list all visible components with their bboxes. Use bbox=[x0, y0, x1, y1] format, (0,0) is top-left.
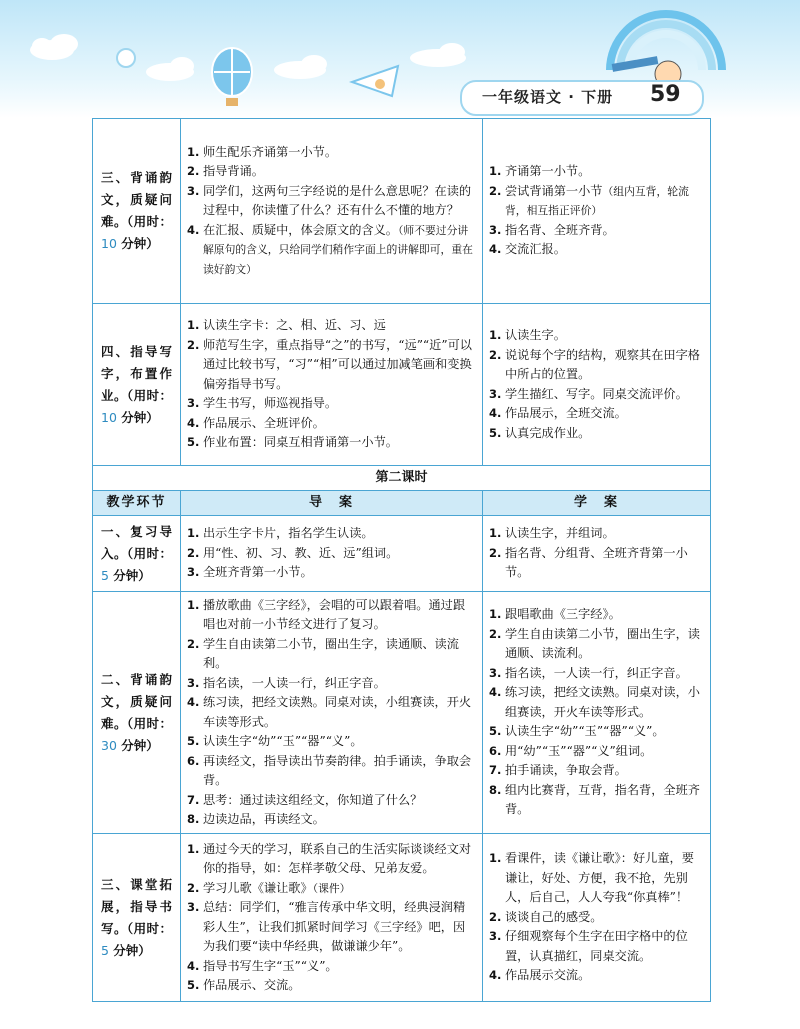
student-note: （组内互背，轮流背，相互指正评价） bbox=[505, 184, 689, 218]
list-item: 4. 练习读，把经文读熟。同桌对读，小组赛读，开火车读等形式。 bbox=[187, 695, 472, 729]
teacher-plan-cell bbox=[181, 119, 483, 304]
column-header: 教学环节 bbox=[93, 491, 181, 516]
list-item: 1. 认读生字卡：之、相、近、习、远 bbox=[187, 318, 386, 333]
list-item: 4. 作品展示、全班评价。 bbox=[187, 415, 325, 430]
list-item: 2. 用“性、初、习、教、近、远”组词。 bbox=[187, 545, 399, 560]
list-item: 3. 同学们，这两句三字经说的是什么意思呢？在读的过程中，你读懂了什么？还有什么不懂的地方？ bbox=[187, 183, 472, 218]
teacher-plan-cell bbox=[181, 304, 483, 466]
list-item: 5. 作业布置：同桌互相背诵第一小节。 bbox=[187, 435, 398, 450]
list-item: 3. 指名背、全班齐背。 bbox=[489, 222, 615, 237]
student-plan-cell bbox=[483, 592, 711, 834]
list-item: 1. 看课件，读《谦让歌》：好儿童，要谦让，好处、方便，我不抢，先别人，后自己，人人夸我“你真棒”！ bbox=[489, 851, 694, 905]
list-item: 1. 认读生字，并组词。 bbox=[489, 526, 615, 541]
table-row bbox=[93, 119, 711, 304]
list-item: 4. 练习读，把经文读熟。同桌对读，小组赛读，开火车读等形式。 bbox=[489, 685, 700, 719]
section-title: 第二课时 bbox=[93, 466, 711, 491]
list-item: 8. 边读边品，再读经文。 bbox=[187, 812, 325, 826]
student-plan-cell bbox=[483, 516, 711, 592]
list-item: 2. 说说每个字的结构，观察其在田字格中所占的位置。 bbox=[489, 347, 700, 381]
teacher-plan-cell bbox=[181, 516, 483, 592]
table-row bbox=[93, 516, 711, 592]
teacher-plan-cell bbox=[181, 834, 483, 1002]
sun-icon bbox=[117, 49, 135, 67]
list-item: 3. 指名读，一人读一行，纠正字音。 bbox=[187, 675, 386, 690]
list-item: 1. 出示生字卡片，指名学生认读。 bbox=[187, 526, 374, 541]
list-item: 5. 认读生字“幼”“玉”“器”“义”。 bbox=[489, 724, 665, 739]
list-item: 3. 总结：同学们，“雅言传承中华文明，经典浸润精彩人生”，让我们抓紧时间学习《三字经》吧，因为我们要“读中华经典，做谦谦少年”。 bbox=[187, 900, 466, 953]
list-item: 1. 师生配乐齐诵第一小节。 bbox=[187, 144, 338, 159]
list-item: 1. 播放歌曲《三字经》，会唱的可以跟着唱。通过跟唱也对前一小节经文进行了复习。 bbox=[187, 597, 466, 631]
list-item: 2. 指名背、分组背、全班齐背第一小节。 bbox=[489, 545, 688, 580]
list-item: 2. 学生自由读第二小节，圈出生字，读通顺、读流利。 bbox=[489, 626, 700, 661]
hot-air-balloon-icon bbox=[212, 48, 252, 106]
stage-cell: 四、指导写字，布置作业。（用时：10 分钟） bbox=[93, 304, 181, 466]
list-item: 1. 通过今天的学习，联系自己的生活实际谈谈经文对你的指导，如：怎样孝敬父母、兄弟友爱。 bbox=[187, 841, 472, 875]
list-item: 7. 思考：通过读这组经文，你知道了什么？ bbox=[187, 792, 423, 807]
teacher-note: （课件） bbox=[312, 881, 351, 895]
cloud-icon bbox=[410, 43, 466, 67]
stage-time: 5 bbox=[101, 567, 109, 583]
teacher-plan-cell bbox=[181, 592, 483, 834]
list-item: 7. 拍手诵读，争取会背。 bbox=[489, 763, 627, 778]
stage-time: 10 bbox=[101, 409, 117, 425]
stage-time: 10 bbox=[101, 236, 117, 251]
cloud-icon bbox=[30, 34, 78, 60]
table-row bbox=[93, 304, 711, 466]
glider-icon bbox=[352, 66, 398, 96]
column-header: 学 案 bbox=[483, 491, 711, 516]
list-item: 3. 学生书写，师巡视指导。 bbox=[187, 396, 338, 411]
stage-time: 30 bbox=[101, 737, 117, 753]
teacher-note: （师不要过分讲解原句的含义，只给同学们稍作字面上的讲解即可，重在读好韵文） bbox=[203, 223, 473, 276]
column-header: 导 案 bbox=[181, 491, 483, 516]
list-item: 2. 学习儿歌《谦让歌》（课件） bbox=[187, 880, 351, 895]
list-item: 4. 作品展示交流。 bbox=[489, 968, 591, 983]
list-item: 2. 指导背诵。 bbox=[187, 164, 264, 179]
stage-cell: 三、课堂拓展，指导书写。（用时：5 分钟） bbox=[93, 834, 181, 1002]
stage-cell: 三、背诵韵文，质疑问难。（用时：10 分钟） bbox=[93, 119, 181, 304]
list-item: 4. 交流汇报。 bbox=[489, 242, 566, 257]
stage-cell: 一、复习导入。（用时：5 分钟） bbox=[93, 516, 181, 592]
page-number: 59 bbox=[650, 82, 681, 107]
cloud-icon bbox=[274, 55, 327, 79]
list-item: 3. 学生描红、写字。同桌交流评价。 bbox=[489, 386, 688, 401]
table-row bbox=[93, 592, 711, 834]
list-item: 5. 作品展示、交流。 bbox=[187, 978, 301, 992]
list-item: 1. 跟唱歌曲《三字经》。 bbox=[489, 607, 621, 622]
list-item: 1. 认读生字。 bbox=[489, 328, 566, 342]
cloud-icon bbox=[146, 57, 194, 81]
student-plan-cell bbox=[483, 119, 711, 304]
stage-time: 5 bbox=[101, 942, 109, 958]
list-item: 4. 在汇报、质疑中，体会原文的含义。（师不要过分讲解原句的含义，只给同学们稍作字面上的讲解即可，重在读好韵文） bbox=[187, 222, 473, 276]
list-item: 4. 作品展示，全班交流。 bbox=[489, 406, 627, 420]
list-item: 3. 仔细观察每个生字在田字格中的位置，认真描红，同桌交流。 bbox=[489, 929, 688, 963]
list-item: 8. 组内比赛背，互背，指名背，全班齐背。 bbox=[489, 782, 700, 817]
student-plan-cell bbox=[483, 834, 711, 1002]
list-item: 5. 认读生字“幼”“玉”“器”“义”。 bbox=[187, 734, 363, 748]
list-item: 6. 用“幼”“玉”“器”“义”组词。 bbox=[489, 743, 653, 758]
table-row bbox=[93, 834, 711, 1002]
list-item: 1. 齐诵第一小节。 bbox=[489, 164, 591, 179]
lesson-plan-table bbox=[92, 118, 711, 1002]
list-item: 5. 认真完成作业。 bbox=[489, 425, 591, 440]
section-title-row bbox=[93, 466, 711, 491]
list-item: 3. 全班齐背第一小节。 bbox=[187, 565, 313, 580]
list-item: 6. 再读经文，指导读出节奏韵律。拍手诵读，争取会背。 bbox=[187, 753, 472, 787]
list-item: 2. 谈谈自己的感受。 bbox=[489, 909, 603, 924]
list-item: 2. 师范写生字，重点指导“之”的书写，“远”“近”可以通过比较书写，“习”“相”可以通过加减笔画和变换偏旁指导书写。 bbox=[187, 337, 472, 391]
stage-cell: 二、背诵韵文，质疑问难。（用时：30 分钟） bbox=[93, 592, 181, 834]
list-item: 2. 学生自由读第二小节，圈出生字，读通顺、读流利。 bbox=[187, 636, 459, 670]
list-item: 2. 尝试背诵第一小节（组内互背，轮流背，相互指正评价） bbox=[489, 183, 689, 218]
list-item: 3. 指名读，一人读一行，纠正字音。 bbox=[489, 665, 688, 680]
book-title: 一年级语文 · 下册 bbox=[482, 88, 614, 106]
list-item: 4. 指导书写生字“玉”“义”。 bbox=[187, 958, 338, 973]
student-plan-cell bbox=[483, 304, 711, 466]
table-header-row bbox=[93, 491, 711, 516]
